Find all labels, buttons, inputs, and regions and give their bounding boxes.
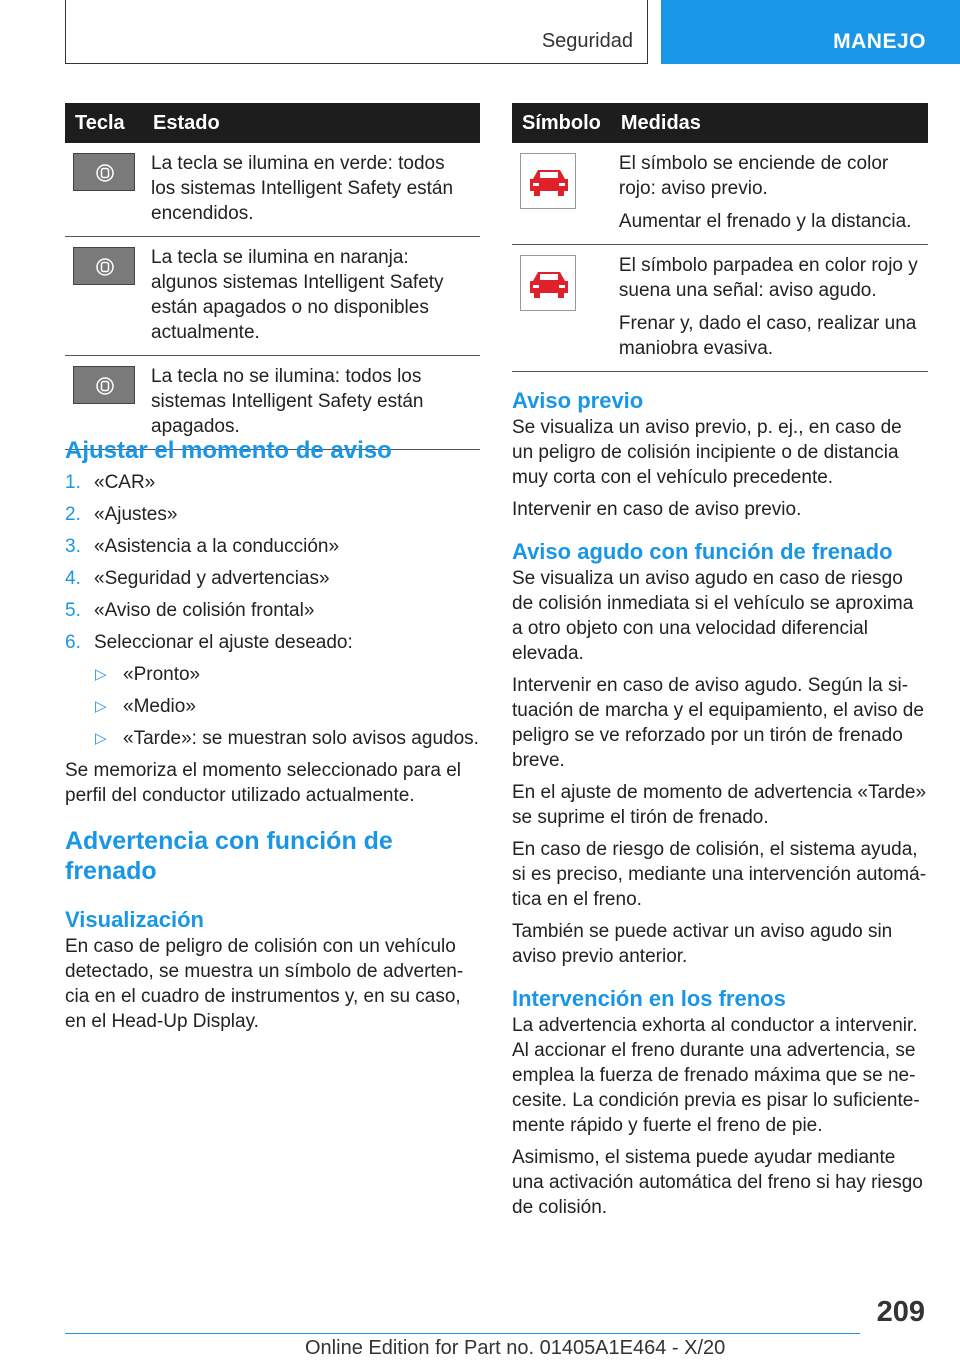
list-item: ▷ «Medio» [95,696,196,717]
paragraph: También se puede activar un aviso agudo sin aviso previo anterior. [512,921,893,967]
subheading-display: Visualización [65,907,204,932]
paragraph: Intervenir en caso de aviso previo. [512,499,802,520]
section-heading-adjust: Ajustar el momento de aviso [65,437,392,464]
driver-assist-key-icon [73,153,135,191]
column-header: Estado [143,103,480,143]
left-column [65,436,481,1041]
display-paragraph: En caso de peligro de colisión con un vehículo detectado, se muestra un símbolo de advertencia en el cuadro de instrumentos y, en su caso, en el Head-Up Display. [65,936,464,1032]
measure-text: El símbolo parpadea en color rojo y suena una señal: aviso agudo. [618,255,918,301]
subheading-acute-warning: Aviso agudo con función de frenado [512,539,893,564]
section-heading-brake-warning: Advertencia con función de frenado [65,827,393,885]
triangle-bullet-icon: ▷ [95,698,107,715]
list-item: 5. «Aviso de colisión frontal» [65,600,315,621]
options-list [94,662,481,751]
status-text: La tecla se ilumina en naranja: algunos sistemas Intelligent Safety están apagados o no disponibles actualmente. [143,237,480,356]
list-item: 2. «Ajustes» [65,504,178,525]
measure-text: Aumentar el frenado y la distancia. [618,211,912,232]
table-row [65,237,480,356]
list-item: 1. «CAR» [65,472,156,493]
memo-paragraph: Se memoriza el momento seleccionado para el perfil del conductor utilizado actualmente. [65,760,462,806]
table-row [512,143,928,245]
right-column [512,387,928,1227]
column-header: Símbolo [512,103,611,143]
list-item: 3. «Asistencia a la conducción» [65,536,340,557]
header-frame [65,0,648,64]
list-item: 4. «Seguridad y advertencias» [65,568,330,589]
footer-divider [65,1333,860,1334]
paragraph: En el ajuste de momento de advertencia «Tarde» se suprime el tirón de frenado. [512,782,927,828]
paragraph: Asimismo, el sistema puede ayudar mediante una activación automática del freno si hay riesgo de colisión. [512,1147,923,1218]
paragraph: Se visualiza un aviso previo, p. ej., en caso de un peligro de colisión incipiente o de distancia muy corta con el vehículo precedente. [512,417,902,488]
paragraph: Intervenir en caso de aviso agudo. Según la situación de marcha y el equipamiento, el aviso de peligro se ve reforzado por un tirón de frenado breve. [512,675,924,771]
column-header: Tecla [65,103,143,143]
status-text: La tecla no se ilumina: todos los sistemas Intelligent Safety están apagados. [143,356,480,450]
triangle-bullet-icon: ▷ [95,666,107,683]
steps-list [65,470,481,751]
table-header-row [512,103,928,143]
chapter-tab-label: MANEJO [833,30,926,53]
driver-assist-key-icon [73,247,135,285]
red-car-warning-icon [520,153,576,209]
table-header-row [65,103,480,143]
page-number: 209 [876,1296,925,1328]
list-item: ▷ «Tarde»: se muestran solo avisos agudos. [95,728,479,749]
paragraph: En caso de riesgo de colisión, el sistema ayuda, si es preciso, mediante una intervención automática en el freno. [512,839,927,910]
triangle-bullet-icon: ▷ [95,730,107,747]
list-item: ▷ «Pronto» [95,664,201,685]
subheading-pre-warning: Aviso previo [512,388,644,413]
driver-assist-key-icon [73,366,135,404]
section-label: Seguridad [541,30,633,52]
list-item: 6. Seleccionar el ajuste deseado: ▷ «Pronto» ▷ «Medio» ▷ «Tarde»: se muestran solo avisos agudos. [65,630,481,751]
table-row [65,143,480,237]
subheading-brake-intervention: Intervención en los frenos [512,986,786,1011]
measure-text: El símbolo se enciende de color rojo: aviso previo. [618,153,889,199]
column-header: Medidas [611,103,928,143]
measure-text: Frenar y, dado el caso, realizar una maniobra evasiva. [618,313,917,359]
red-car-warning-icon [520,255,576,311]
status-text: La tecla se ilumina en verde: todos los sistemas Intelligent Safety están encendidos. [143,143,480,237]
paragraph: Se visualiza un aviso agudo en caso de riesgo de colisión inmediata si el vehículo se aproxima a otro objeto con una velocidad diferencial elevada. [512,568,914,664]
edition-footer: Online Edition for Part no. 01405A1E464 - X/20 [305,1337,726,1359]
table-row [512,245,928,372]
key-status-table [65,103,480,450]
paragraph: La advertencia exhorta al conductor a intervenir. Al accionar el freno durante una advertencia, se emplea la fuerza de frenado máxima que se necesite. La condición previa es pisar lo suficientemente rápido y fuerte el freno de pie. [512,1015,920,1136]
symbol-measures-table [512,103,928,372]
chapter-tab[interactable] [661,0,960,64]
